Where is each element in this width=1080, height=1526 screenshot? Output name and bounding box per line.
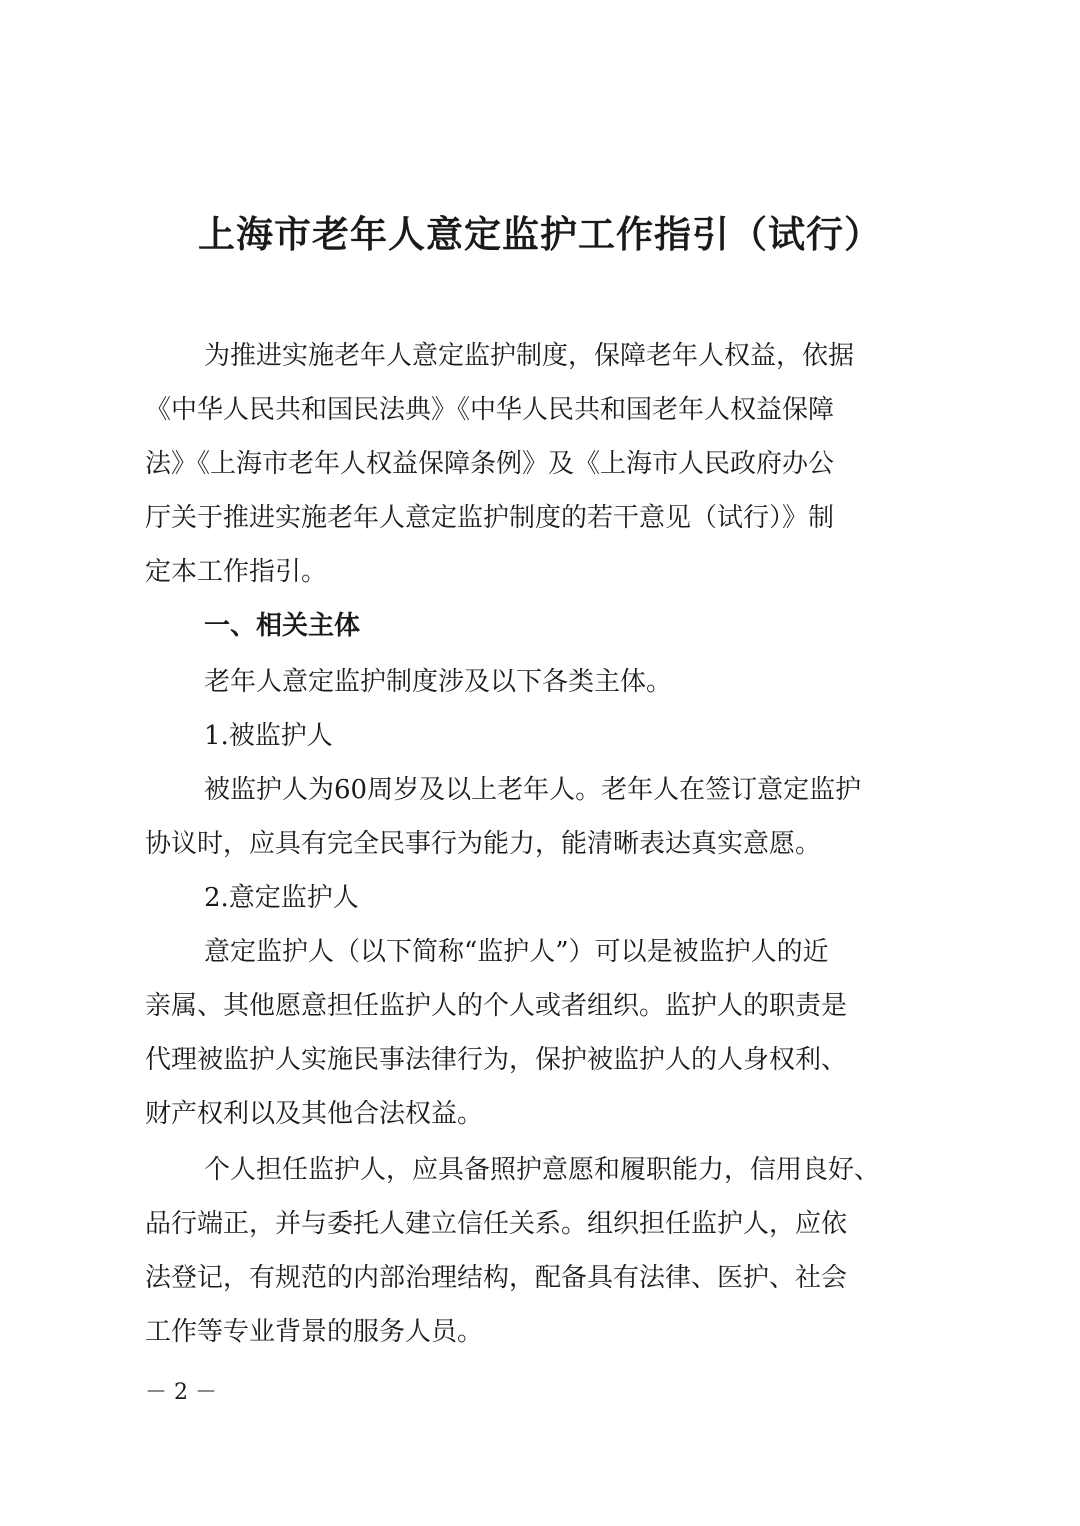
guardian-p2-line-4: 工作等专业背景的服务人员。 [145, 1317, 484, 1347]
page-title: 上海市老年人意定监护工作指引（试行） [198, 212, 882, 256]
section-intro: 老年人意定监护制度涉及以下各类主体。 [204, 667, 673, 697]
subsection-heading-ward: 1.被监护人 [204, 721, 333, 751]
guardian-p1-line-1: 意定监护人（以下简称“监护人”）可以是被监护人的近 [204, 937, 829, 967]
preamble-line-3: 法》《上海市老年人权益保障条例》及《上海市人民政府办公 [145, 449, 835, 479]
ward-line-1: 被监护人为60周岁及以上老年人。老年人在签订意定监护 [204, 775, 862, 805]
preamble-line-1: 为推进实施老年人意定监护制度，保障老年人权益，依据 [204, 341, 855, 371]
page-number: － 2 － [145, 1380, 217, 1405]
preamble-line-4: 厅关于推进实施老年人意定监护制度的若干意见（试行）》制 [145, 503, 835, 533]
preamble-line-5: 定本工作指引。 [145, 557, 328, 587]
guardian-p1-line-4: 财产权利以及其他合法权益。 [145, 1099, 484, 1129]
guardian-p2-line-2: 品行端正，并与委托人建立信任关系。组织担任监护人，应依 [145, 1209, 848, 1239]
guardian-p2-line-1: 个人担任监护人，应具备照护意愿和履职能力，信用良好、 [204, 1155, 881, 1185]
guardian-p2-line-3: 法登记，有规范的内部治理结构，配备具有法律、医护、社会 [145, 1263, 848, 1293]
preamble-line-2: 《中华人民共和国民法典》《中华人民共和国老年人权益保障 [145, 395, 835, 425]
subsection-heading-guardian: 2.意定监护人 [204, 883, 359, 913]
guardian-p1-line-3: 代理被监护人实施民事法律行为，保护被监护人的人身权利、 [145, 1045, 848, 1075]
ward-line-2: 协议时，应具有完全民事行为能力，能清晰表达真实意愿。 [145, 829, 822, 859]
section-heading: 一、相关主体 [204, 611, 361, 641]
guardian-p1-line-2: 亲属、其他愿意担任监护人的个人或者组织。监护人的职责是 [145, 991, 848, 1021]
